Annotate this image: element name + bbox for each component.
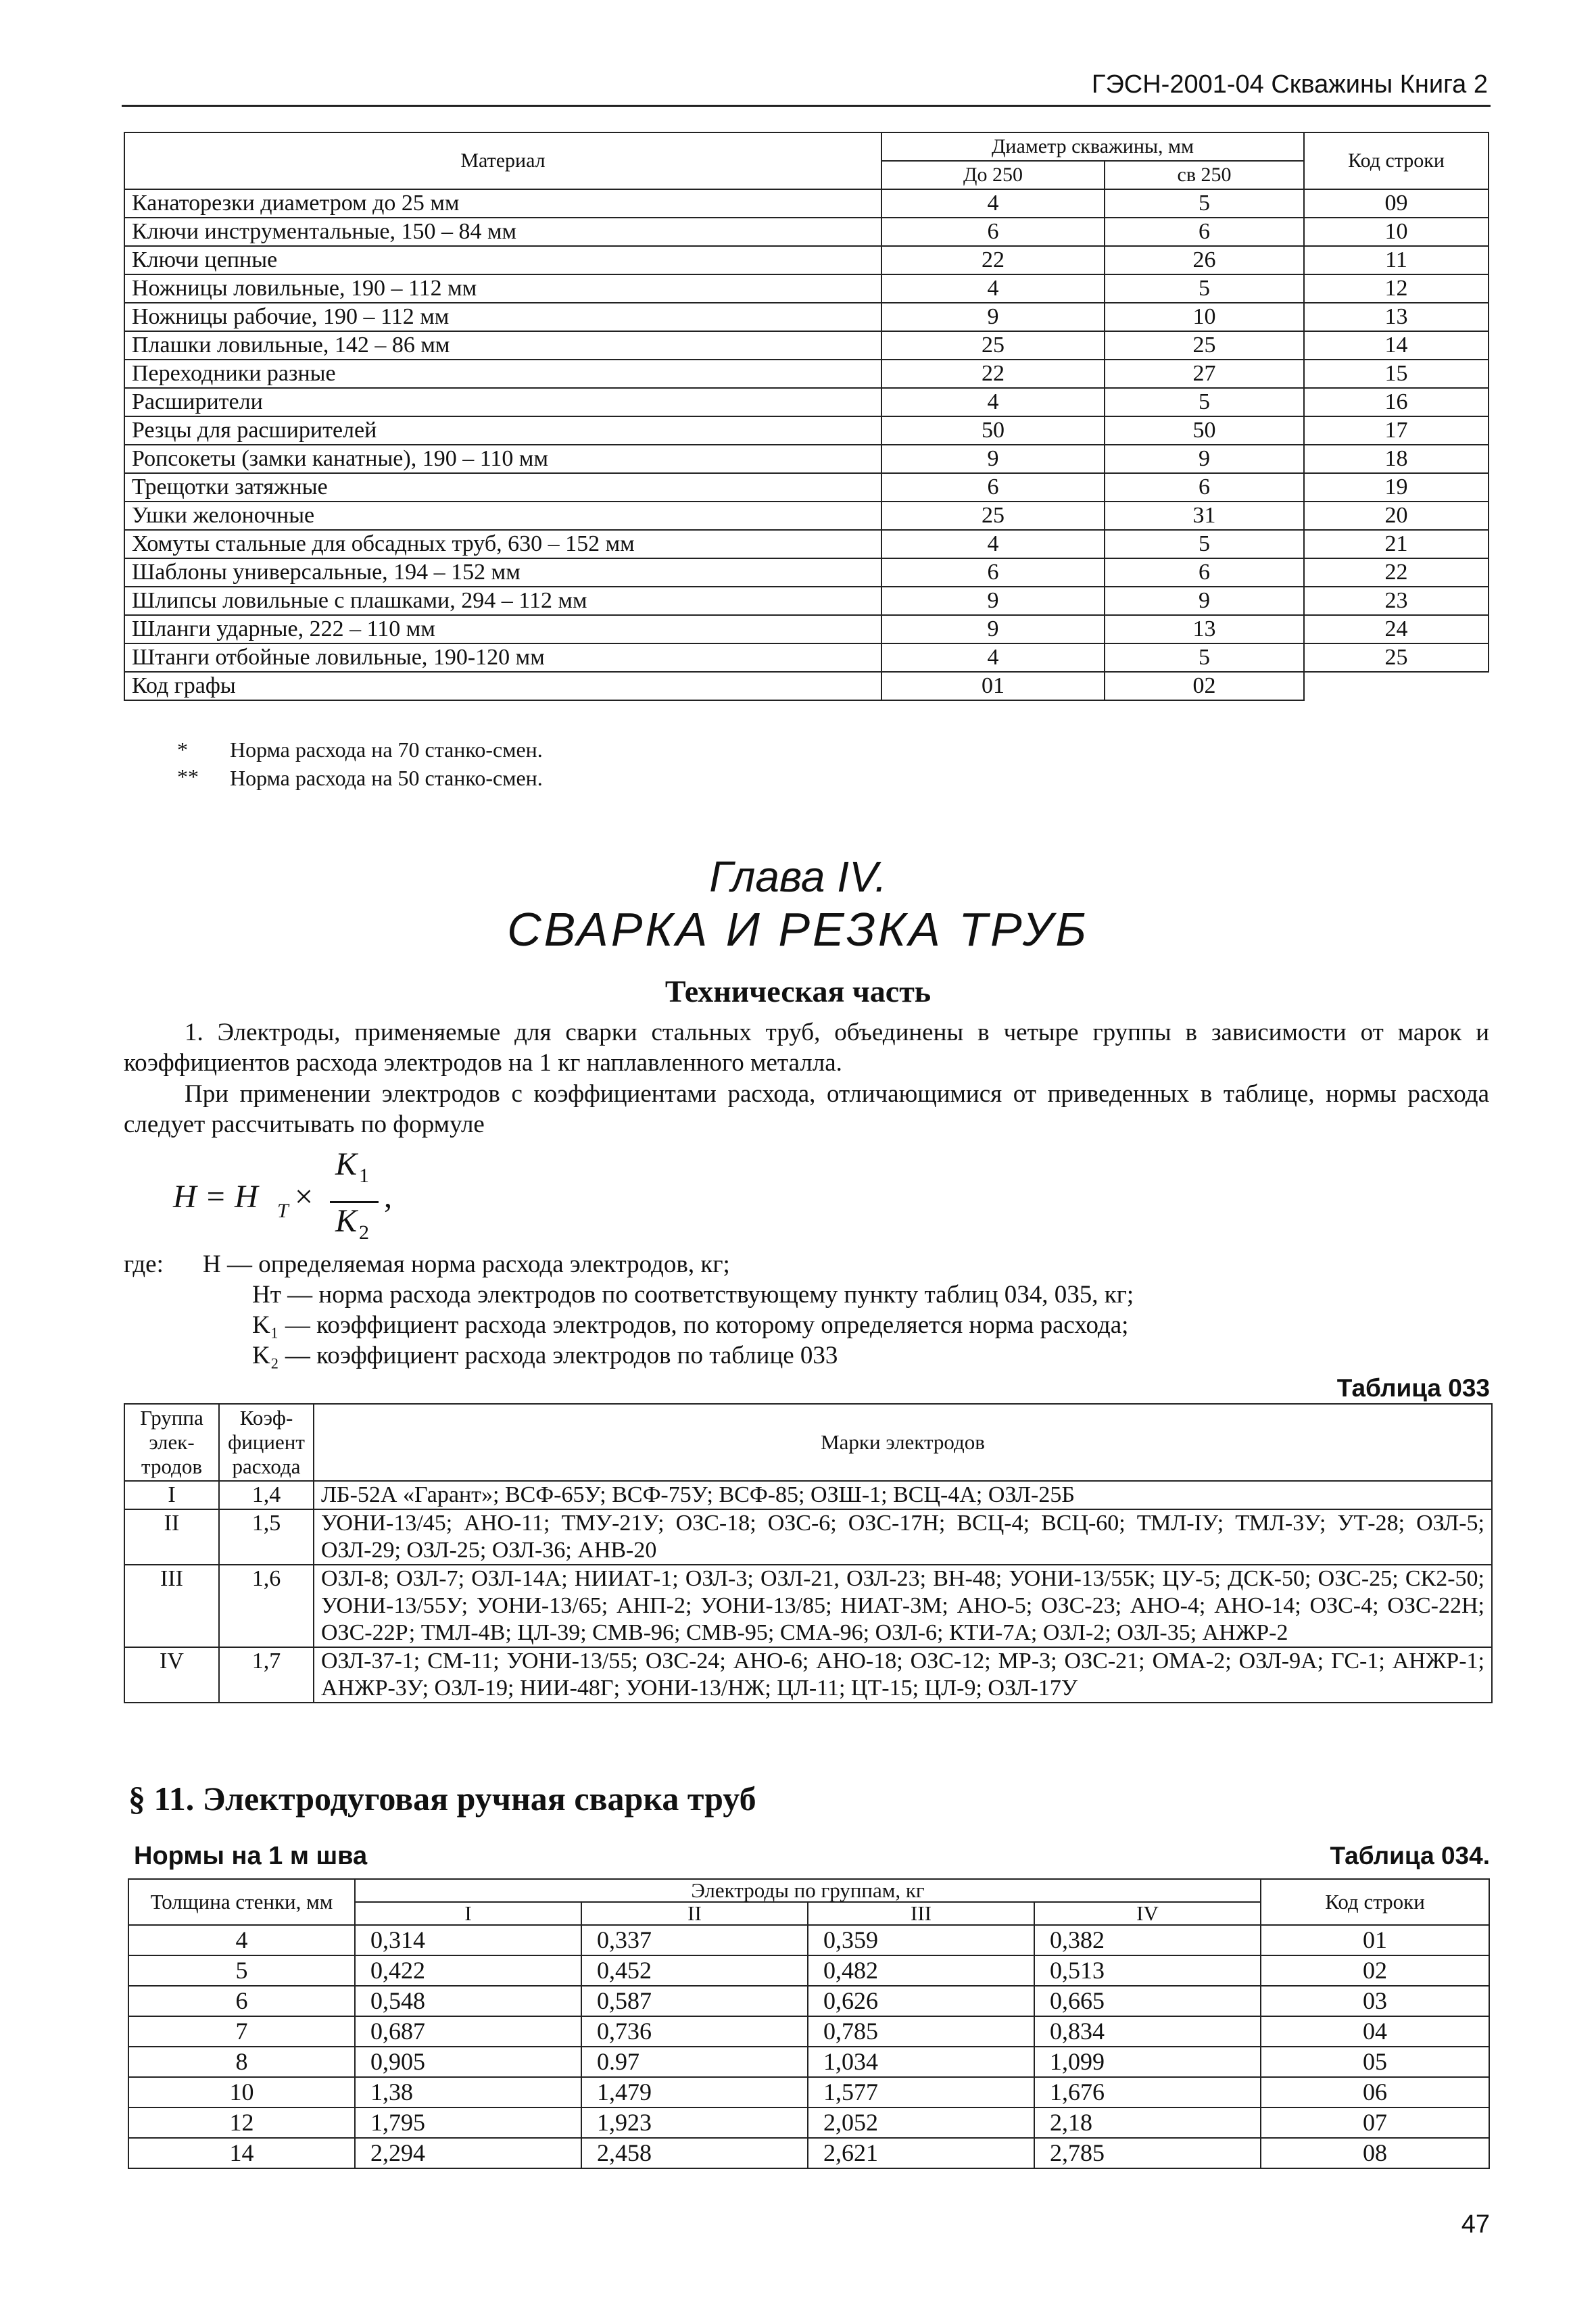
material-name: Резцы для расширителей: [124, 416, 881, 445]
row-code: 20: [1304, 502, 1489, 530]
col-group: Группа элек-тродов: [124, 1404, 219, 1481]
table-row: [124, 416, 1489, 445]
footer-label: Код графы: [124, 672, 881, 700]
col-upto: До 250: [881, 161, 1105, 189]
electrode-norms-table: [128, 1878, 1490, 2169]
row-code: 22: [1304, 558, 1489, 587]
chapter-title: СВАРКА И РЕЗКА ТРУБ: [507, 903, 1089, 956]
marks-cell: ОЗЛ-37-1; СМ-11; УОНИ-13/55; ОЗС-24; АНО-6; АНО-18; ОЗС-12; МР-3; ОЗС-21; ОМА-2; ОЗЛ-9А; ГС-1; АНЖР-1; АНЖР-3У; ОЗЛ-19; НИИ-48Г; УОНИ-13/НЖ; ЦЛ-11; ЦТ-15; ЦЛ-9; ОЗЛ-17У: [314, 1647, 1492, 1703]
material-name: Канаторезки диаметром до 25 мм: [124, 189, 881, 218]
formula: [173, 1146, 457, 1247]
col-material: Материал: [124, 132, 881, 189]
table-row: [124, 218, 1489, 246]
material-name: Ропсокеты (замки канатные), 190 – 110 мм: [124, 445, 881, 473]
table-row: [124, 331, 1489, 360]
col-electrodes: Электроды по группам, кг: [355, 1879, 1261, 1902]
norm-value: 0,359: [808, 1925, 1034, 1955]
norm-value: 6: [1105, 473, 1304, 502]
norm-value: 5: [1105, 530, 1304, 558]
norm-value: 6: [881, 473, 1105, 502]
formula-lhs: H = H: [173, 1179, 258, 1215]
table-row: [128, 1925, 1489, 1955]
row-code: 24: [1304, 615, 1489, 643]
row-code: 03: [1261, 1986, 1489, 2016]
row-code: 13: [1304, 303, 1489, 331]
material-name: Хомуты стальные для обсадных труб, 630 – 152 мм: [124, 530, 881, 558]
footnote: Норма расхода на 50 станко-смен.: [230, 766, 543, 790]
norm-value: 0,665: [1034, 1986, 1261, 2016]
norm-value: 25: [881, 502, 1105, 530]
table-row: [128, 2016, 1489, 2047]
norm-value: 1,577: [808, 2077, 1034, 2107]
thickness-cell: 14: [128, 2138, 355, 2168]
section-subtitle: Техническая часть: [664, 974, 932, 1008]
definition: K₁ — коэффициент расхода электродов, по которому определяется норма расхода;: [252, 1311, 1129, 1339]
material-name: Ключи инструментальные, 150 – 84 мм: [124, 218, 881, 246]
formula-num-sub: 1: [359, 1165, 369, 1187]
norm-value: 0,513: [1034, 1955, 1261, 1986]
thickness-cell: 6: [128, 1986, 355, 2016]
formula-numerator: K: [335, 1146, 358, 1182]
table-row: [124, 445, 1489, 473]
thickness-cell: 5: [128, 1955, 355, 1986]
row-code: 05: [1261, 2047, 1489, 2077]
row-code: 07: [1261, 2107, 1489, 2138]
table-row: [124, 360, 1489, 388]
coef-cell: 1,7: [219, 1647, 314, 1703]
coef-cell: 1,5: [219, 1509, 314, 1565]
header-rule: [122, 105, 1491, 107]
footnote-mark: **: [177, 764, 199, 789]
norm-value: 25: [1105, 331, 1304, 360]
norm-value: 0,337: [581, 1925, 808, 1955]
col-over: св 250: [1105, 161, 1304, 189]
table-row: [128, 2107, 1489, 2138]
table-row: [124, 388, 1489, 416]
norm-value: 31: [1105, 502, 1304, 530]
norm-value: 4: [881, 643, 1105, 672]
norm-value: 27: [1105, 360, 1304, 388]
material-name: Штанги отбойные ловильные, 190-120 мм: [124, 643, 881, 672]
norm-value: 2,785: [1034, 2138, 1261, 2168]
norm-value: 1,099: [1034, 2047, 1261, 2077]
material-name: Шланги ударные, 222 – 110 мм: [124, 615, 881, 643]
formula-den-sub: 2: [359, 1221, 369, 1244]
row-code: 17: [1304, 416, 1489, 445]
table-row: [128, 2047, 1489, 2077]
material-name: Ключи цепные: [124, 246, 881, 274]
footnote-mark: *: [177, 737, 188, 762]
definition: Нт — норма расхода электродов по соответствующему пункту таблиц 034, 035, кг;: [252, 1281, 1134, 1309]
row-code: 01: [1261, 1925, 1489, 1955]
material-name: Переходники разные: [124, 360, 881, 388]
thickness-cell: 8: [128, 2047, 355, 2077]
norm-value: 2,294: [355, 2138, 581, 2168]
table-label: Таблица 033: [1336, 1374, 1490, 1402]
norm-value: 1,38: [355, 2077, 581, 2107]
norm-value: 1,479: [581, 2077, 808, 2107]
row-code: 15: [1304, 360, 1489, 388]
norm-value: 1,034: [808, 2047, 1034, 2077]
coef-cell: 1,4: [219, 1481, 314, 1509]
col-diameter: Диаметр скважины, мм: [881, 132, 1304, 161]
col-group-ii: II: [581, 1902, 808, 1925]
norm-value: 0,687: [355, 2016, 581, 2047]
norm-value: 0,587: [581, 1986, 808, 2016]
norm-value: 5: [1105, 643, 1304, 672]
materials-table: [124, 132, 1489, 701]
footer-code: 01: [881, 672, 1105, 700]
norm-value: 22: [881, 360, 1105, 388]
col-group-iii: III: [808, 1902, 1034, 1925]
col-group-i: I: [355, 1902, 581, 1925]
col-coef: Коэф-фициент расхода: [219, 1404, 314, 1481]
row-code: 06: [1261, 2077, 1489, 2107]
definition: K₂ — коэффициент расхода электродов по таблице 033: [252, 1342, 838, 1369]
col-code: Код строки: [1261, 1879, 1489, 1925]
norm-value: 50: [881, 416, 1105, 445]
norm-value: 0,626: [808, 1986, 1034, 2016]
col-group-iv: IV: [1034, 1902, 1261, 1925]
norm-value: 0,422: [355, 1955, 581, 1986]
norm-value: 13: [1105, 615, 1304, 643]
group-cell: II: [124, 1509, 219, 1565]
norm-value: 0,482: [808, 1955, 1034, 1986]
table-row: [124, 558, 1489, 587]
table-row: [128, 2138, 1489, 2168]
table-row: [124, 1565, 1492, 1647]
row-code: 18: [1304, 445, 1489, 473]
norm-value: 0,314: [355, 1925, 581, 1955]
table-row: [124, 1647, 1492, 1703]
norm-value: 6: [881, 558, 1105, 587]
material-name: Трещотки затяжные: [124, 473, 881, 502]
row-code: 09: [1304, 189, 1489, 218]
table-row: [128, 1955, 1489, 1986]
material-name: Ножницы рабочие, 190 – 112 мм: [124, 303, 881, 331]
material-name: Ножницы ловильные, 190 – 112 мм: [124, 274, 881, 303]
material-name: Плашки ловильные, 142 – 86 мм: [124, 331, 881, 360]
table-row: [124, 1481, 1492, 1509]
norm-value: 0.97: [581, 2047, 808, 2077]
row-code: 19: [1304, 473, 1489, 502]
norm-value: 0,905: [355, 2047, 581, 2077]
norm-value: 2,18: [1034, 2107, 1261, 2138]
norm-value: 9: [881, 445, 1105, 473]
norm-value: 0,834: [1034, 2016, 1261, 2047]
table-row: [124, 473, 1489, 502]
norm-value: 9: [881, 615, 1105, 643]
norm-value: 1,923: [581, 2107, 808, 2138]
group-cell: IV: [124, 1647, 219, 1703]
row-code: 14: [1304, 331, 1489, 360]
row-code: 21: [1304, 530, 1489, 558]
table-row: [128, 2077, 1489, 2107]
table-row: [124, 1509, 1492, 1565]
thickness-cell: 10: [128, 2077, 355, 2107]
table-row: [124, 274, 1489, 303]
row-code: 02: [1261, 1955, 1489, 1986]
norm-value: 0,785: [808, 2016, 1034, 2047]
row-code: 23: [1304, 587, 1489, 615]
norm-value: 2,052: [808, 2107, 1034, 2138]
thickness-cell: 7: [128, 2016, 355, 2047]
thickness-cell: 12: [128, 2107, 355, 2138]
norm-value: 4: [881, 189, 1105, 218]
table-row: [124, 303, 1489, 331]
footer-code: 02: [1105, 672, 1304, 700]
norm-value: 0,736: [581, 2016, 808, 2047]
norms-label: Нормы на 1 м шва: [134, 1842, 368, 1870]
col-thickness: Толщина стенки, мм: [128, 1879, 355, 1925]
norm-value: 50: [1105, 416, 1304, 445]
formula-sub: T: [277, 1200, 289, 1222]
table-row: [124, 246, 1489, 274]
norm-value: 5: [1105, 388, 1304, 416]
norm-value: 22: [881, 246, 1105, 274]
group-cell: III: [124, 1565, 219, 1647]
footnote: Норма расхода на 70 станко-смен.: [230, 737, 543, 762]
norm-value: 25: [881, 331, 1105, 360]
thickness-cell: 4: [128, 1925, 355, 1955]
table-label: Таблица 034.: [1330, 1842, 1490, 1870]
marks-cell: УОНИ-13/45; АНО-11; ТМУ-21У; ОЗС-18; ОЗС-6; ОЗС-17Н; ВСЦ-4; ВСЦ-60; ТМЛ-IУ; ТМЛ-3У; УТ-28; ОЗЛ-5; ОЗЛ-29; ОЗЛ-25; ОЗЛ-36; АНВ-20: [314, 1509, 1492, 1565]
norm-value: 10: [1105, 303, 1304, 331]
material-name: Ушки желоночные: [124, 502, 881, 530]
row-code: 16: [1304, 388, 1489, 416]
formula-times: ×: [295, 1179, 314, 1215]
norm-value: 1,795: [355, 2107, 581, 2138]
material-name: Шлипсы ловильные с плашками, 294 – 112 мм: [124, 587, 881, 615]
norm-value: 4: [881, 530, 1105, 558]
norm-value: 0,548: [355, 1986, 581, 2016]
table-row: [124, 530, 1489, 558]
norm-value: 5: [1105, 189, 1304, 218]
running-header: ГЭСН-2001-04 Скважины Книга 2: [1091, 70, 1488, 99]
norm-value: 1,676: [1034, 2077, 1261, 2107]
material-name: Шаблоны универсальные, 194 – 152 мм: [124, 558, 881, 587]
group-cell: I: [124, 1481, 219, 1509]
marks-cell: ОЗЛ-8; ОЗЛ-7; ОЗЛ-14А; НИИАТ-1; ОЗЛ-3; ОЗЛ-21, ОЗЛ-23; ВН-48; УОНИ-13/55К; ЦУ-5; ДСК-50; ОЗС-25; СК2-50; УОНИ-13/55У; УОНИ-13/65; АНП-2; УОНИ-13/85; НИАТ-3М; АНО-5; ОЗС-23; АНО-4; АНО-14; ОЗС-4; ОЗС-22Н; ОЗС-22Р; ТМЛ-4В; ЦЛ-39; СМВ-96; СМВ-95; СМА-96; ОЗЛ-6; КТИ-7А; ОЗЛ-2; ОЗЛ-35; АНЖР-2: [314, 1565, 1492, 1647]
table-row: [124, 502, 1489, 530]
norm-value: 2,458: [581, 2138, 808, 2168]
table-row: [124, 643, 1489, 672]
table-row: [124, 615, 1489, 643]
paragraph: 1. Электроды, применяемые для сварки стальных труб, объединены в четыре группы в зависимости от марок и коэффициентов расхода электродов на 1 кг наплавленного металла.: [124, 1019, 1489, 1077]
norm-value: 6: [1105, 558, 1304, 587]
marks-cell: ЛБ-52А «Гарант»; ВСФ-65У; ВСФ-75У; ВСФ-85; ОЗШ-1; ВСЦ-4А; ОЗЛ-25Б: [314, 1481, 1492, 1509]
formula-denominator: K: [335, 1203, 358, 1239]
coef-cell: 1,6: [219, 1565, 314, 1647]
norm-value: 0,452: [581, 1955, 808, 1986]
norm-value: 26: [1105, 246, 1304, 274]
table-row: [128, 1986, 1489, 2016]
norm-value: 9: [1105, 587, 1304, 615]
col-code: Код строки: [1304, 132, 1489, 189]
norm-value: 9: [1105, 445, 1304, 473]
norm-value: 4: [881, 274, 1105, 303]
page-number: 47: [1461, 2210, 1490, 2239]
where-label: где:: [124, 1250, 164, 1278]
row-code: 08: [1261, 2138, 1489, 2168]
definition: Н — определяемая норма расхода электродов, кг;: [203, 1250, 730, 1278]
row-code: 04: [1261, 2016, 1489, 2047]
norm-value: 9: [881, 587, 1105, 615]
row-code: 25: [1304, 643, 1489, 672]
formula-comma: ,: [384, 1179, 392, 1215]
section-title: § 11. Электродуговая ручная сварка труб: [128, 1780, 756, 1818]
chapter-number: Глава IV.: [709, 852, 887, 901]
material-name: Расширители: [124, 388, 881, 416]
table-row: [124, 189, 1489, 218]
norm-value: 2,621: [808, 2138, 1034, 2168]
norm-value: 9: [881, 303, 1105, 331]
row-code: 11: [1304, 246, 1489, 274]
norm-value: 6: [1105, 218, 1304, 246]
row-code: 10: [1304, 218, 1489, 246]
norm-value: 0,382: [1034, 1925, 1261, 1955]
row-code: 12: [1304, 274, 1489, 303]
norm-value: 5: [1105, 274, 1304, 303]
electrode-groups-table: [124, 1403, 1493, 1703]
col-marks: Марки электродов: [314, 1404, 1492, 1481]
paragraph: При применении электродов с коэффициентами расхода, отличающимися от приведенных в таблице, нормы расхода следует рассчитывать по формуле: [124, 1080, 1489, 1138]
norm-value: 4: [881, 388, 1105, 416]
norm-value: 6: [881, 218, 1105, 246]
table-row: [124, 587, 1489, 615]
